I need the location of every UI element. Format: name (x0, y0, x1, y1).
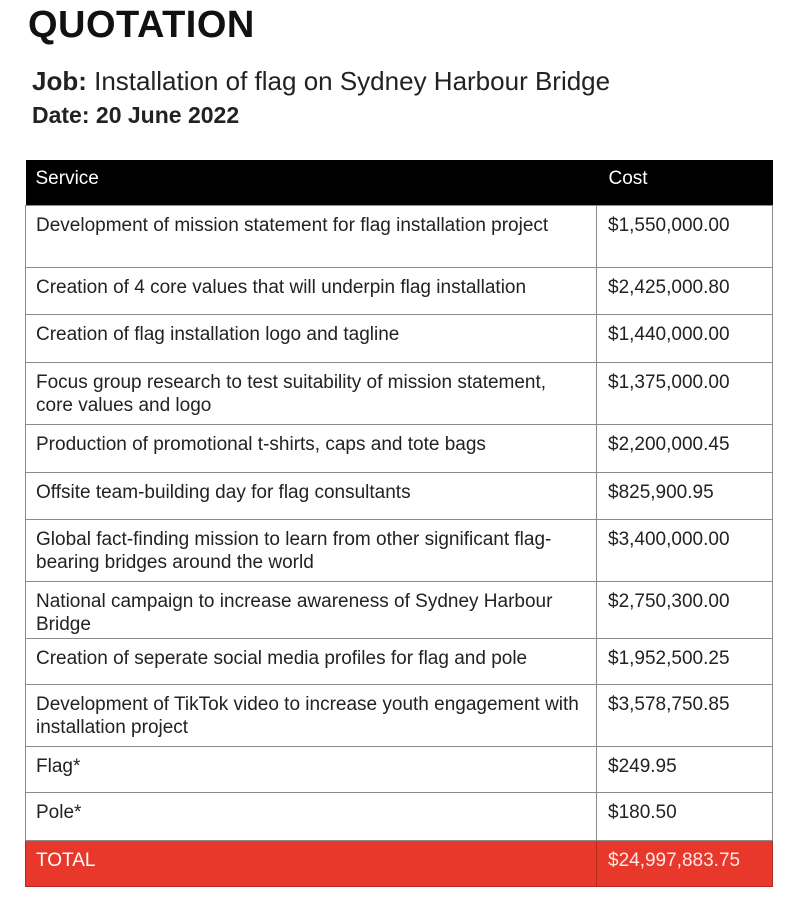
table-row (26, 362, 773, 424)
service-cell: National campaign to increase awareness of Sydney Harbour Bridge (26, 581, 597, 638)
cost-column-header: Cost (597, 160, 773, 205)
job-line (32, 66, 610, 97)
cost-cell: $1,952,500.25 (597, 638, 773, 684)
table-header-row (26, 160, 773, 205)
date-label: Date: (32, 102, 90, 128)
table-row (26, 314, 773, 362)
table-row (26, 519, 773, 581)
cost-cell: $3,400,000.00 (597, 519, 773, 581)
cost-cell: $1,550,000.00 (597, 205, 773, 267)
service-cell: Creation of flag installation logo and tagline (26, 314, 597, 362)
service-cell: Focus group research to test suitability of mission statement, core values and logo (26, 362, 597, 424)
service-column-header: Service (26, 160, 597, 205)
page-title: QUOTATION (28, 4, 255, 46)
table-row (26, 792, 773, 840)
cost-cell: $3,578,750.85 (597, 684, 773, 746)
service-cell: Development of TikTok video to increase youth engagement with installation project (26, 684, 597, 746)
total-cost: $24,997,883.75 (597, 840, 773, 886)
cost-cell: $2,200,000.45 (597, 424, 773, 472)
table-row (26, 638, 773, 684)
date-value: 20 June 2022 (95, 102, 240, 128)
service-cell: Offsite team-building day for flag consultants (26, 472, 597, 519)
table-row (26, 472, 773, 519)
cost-cell: $2,425,000.80 (597, 267, 773, 314)
service-cell: Creation of seperate social media profiles for flag and pole (26, 638, 597, 684)
total-label: TOTAL (26, 840, 597, 886)
cost-cell: $1,440,000.00 (597, 314, 773, 362)
table-row (26, 581, 773, 638)
service-cell: Global fact-finding mission to learn from other significant flag-bearing bridges around the world (26, 519, 597, 581)
job-value: Installation of flag on Sydney Harbour Bridge (94, 66, 611, 96)
cost-cell: $180.50 (597, 792, 773, 840)
table-row (26, 267, 773, 314)
job-label: Job: (32, 66, 87, 96)
quotation-table (25, 160, 773, 887)
cost-cell: $1,375,000.00 (597, 362, 773, 424)
service-cell: Creation of 4 core values that will underpin flag installation (26, 267, 597, 314)
cost-cell: $249.95 (597, 746, 773, 792)
service-cell: Flag* (26, 746, 597, 792)
table-row (26, 205, 773, 267)
cost-cell: $825,900.95 (597, 472, 773, 519)
date-line (32, 102, 239, 129)
service-cell: Development of mission statement for flag installation project (26, 205, 597, 267)
table-row (26, 746, 773, 792)
service-cell: Production of promotional t-shirts, caps and tote bags (26, 424, 597, 472)
table-row (26, 684, 773, 746)
cost-cell: $2,750,300.00 (597, 581, 773, 638)
service-cell: Pole* (26, 792, 597, 840)
table-row (26, 424, 773, 472)
total-row (26, 840, 773, 886)
